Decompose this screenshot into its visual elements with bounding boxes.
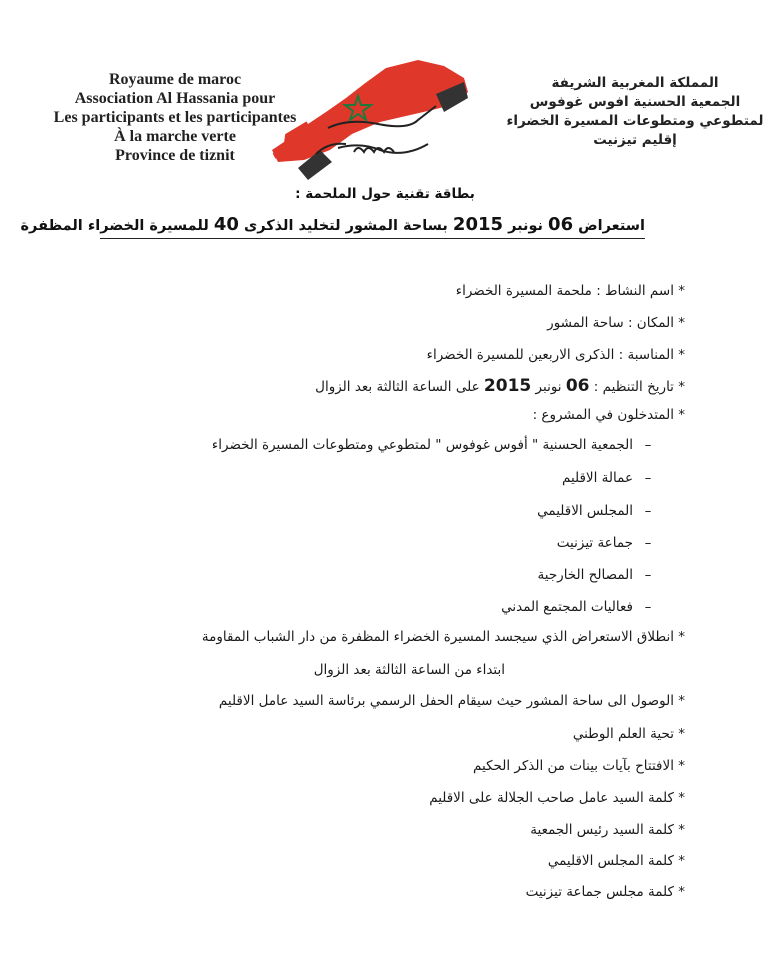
- header-french-line: Les participants et les participantes: [53, 109, 297, 126]
- header-french-line: Association Al Hassania pour: [74, 90, 276, 107]
- opening-line: * الافتتاح بآيات بينات من الذكر الحكيم: [473, 758, 685, 774]
- partners-title: * المتدخلون في المشروع :: [532, 407, 685, 423]
- title-text: نونبر: [503, 218, 549, 234]
- title-text: للمسيرة الخضراء المظفرة: [20, 218, 214, 234]
- launch-line-continued: ابتداء من الساعة الثالثة بعد الزوال: [313, 662, 505, 678]
- title-number: 06: [548, 214, 574, 235]
- council-speech-line: * كلمة المجلس الاقليمي: [547, 853, 685, 869]
- partner-item: [212, 437, 663, 453]
- header-arabic-line: المملكة المغربية الشريفة: [551, 75, 719, 91]
- partner-item: [501, 599, 663, 615]
- activity-name-line: * اسم النشاط : ملحمة المسيرة الخضراء: [455, 283, 685, 299]
- date-day: 06: [565, 376, 590, 396]
- date-time: على الساعة الثالثة بعد الزوال: [315, 379, 484, 395]
- partner-label: المصالح الخارجية: [537, 567, 633, 583]
- title-text: بساحة المشور لتخليد الذكرى: [238, 218, 453, 234]
- main-title: [20, 214, 645, 239]
- title-number: 2015: [452, 214, 504, 235]
- partner-item: [557, 535, 663, 551]
- commune-speech-line: * كلمة مجلس جماعة تيزنيت: [525, 884, 685, 900]
- dash-bullet: –: [644, 567, 652, 583]
- date-label: * تاريخ التنظيم :: [589, 379, 685, 395]
- partner-label: الجمعية الحسنية " أفوس غوفوس " لمتطوعي ومتطوعات المسيرة الخضراء: [211, 437, 633, 453]
- dash-bullet: –: [644, 535, 652, 551]
- date-year: 2015: [483, 376, 532, 396]
- flag-salute-line: * تحية العلم الوطني: [572, 726, 685, 742]
- header-arabic-line: لمتطوعي ومتطوعات المسيرة الخضراء: [506, 113, 764, 129]
- header-french-line: Royaume de maroc: [108, 71, 242, 88]
- header-arabic-line: الجمعية الحسنية افوس غوفوس: [529, 94, 741, 110]
- launch-line: * انطلاق الاستعراض الذي سيجسد المسيرة الخضراء المظفرة من دار الشباب المقاومة: [201, 629, 685, 645]
- title-number: 40: [213, 214, 239, 235]
- partner-label: المجلس الاقليمي: [537, 503, 633, 519]
- arrival-line: * الوصول الى ساحة المشور حيث سيقام الحفل الرسمي برئاسة السيد عامل الاقليم: [218, 693, 685, 709]
- place-line: * المكان : ساحة المشور: [547, 315, 685, 331]
- partner-label: عمالة الاقليم: [561, 470, 633, 486]
- header-french-line: À la marche verte: [114, 128, 236, 145]
- governor-speech-line: * كلمة السيد عامل صاحب الجلالة على الاقليم: [429, 790, 685, 806]
- dash-bullet: –: [644, 437, 652, 453]
- header-arabic-line: إقليم تيزنيت: [593, 132, 677, 148]
- header-arabic: [505, 74, 765, 150]
- partner-label: فعاليات المجتمع المدني: [501, 599, 633, 615]
- partner-item: [537, 503, 663, 519]
- association-logo: [268, 58, 480, 190]
- partner-item: [562, 470, 663, 486]
- date-month: نونبر: [531, 379, 566, 395]
- partner-item: [538, 567, 663, 583]
- dash-bullet: –: [644, 599, 652, 615]
- header-french-line: Province de tiznit: [115, 147, 235, 164]
- dash-bullet: –: [644, 470, 652, 486]
- title-text: استعراض: [573, 218, 645, 234]
- partner-label: جماعة تيزنيت: [556, 535, 633, 551]
- date-line: [315, 376, 685, 396]
- dash-bullet: –: [644, 503, 652, 519]
- president-speech-line: * كلمة السيد رئيس الجمعية: [530, 822, 685, 838]
- card-title: بطاقة تقنية حول الملحمة :: [295, 186, 475, 202]
- occasion-line: * المناسبة : الذكرى الاربعين للمسيرة الخضراء: [426, 347, 685, 363]
